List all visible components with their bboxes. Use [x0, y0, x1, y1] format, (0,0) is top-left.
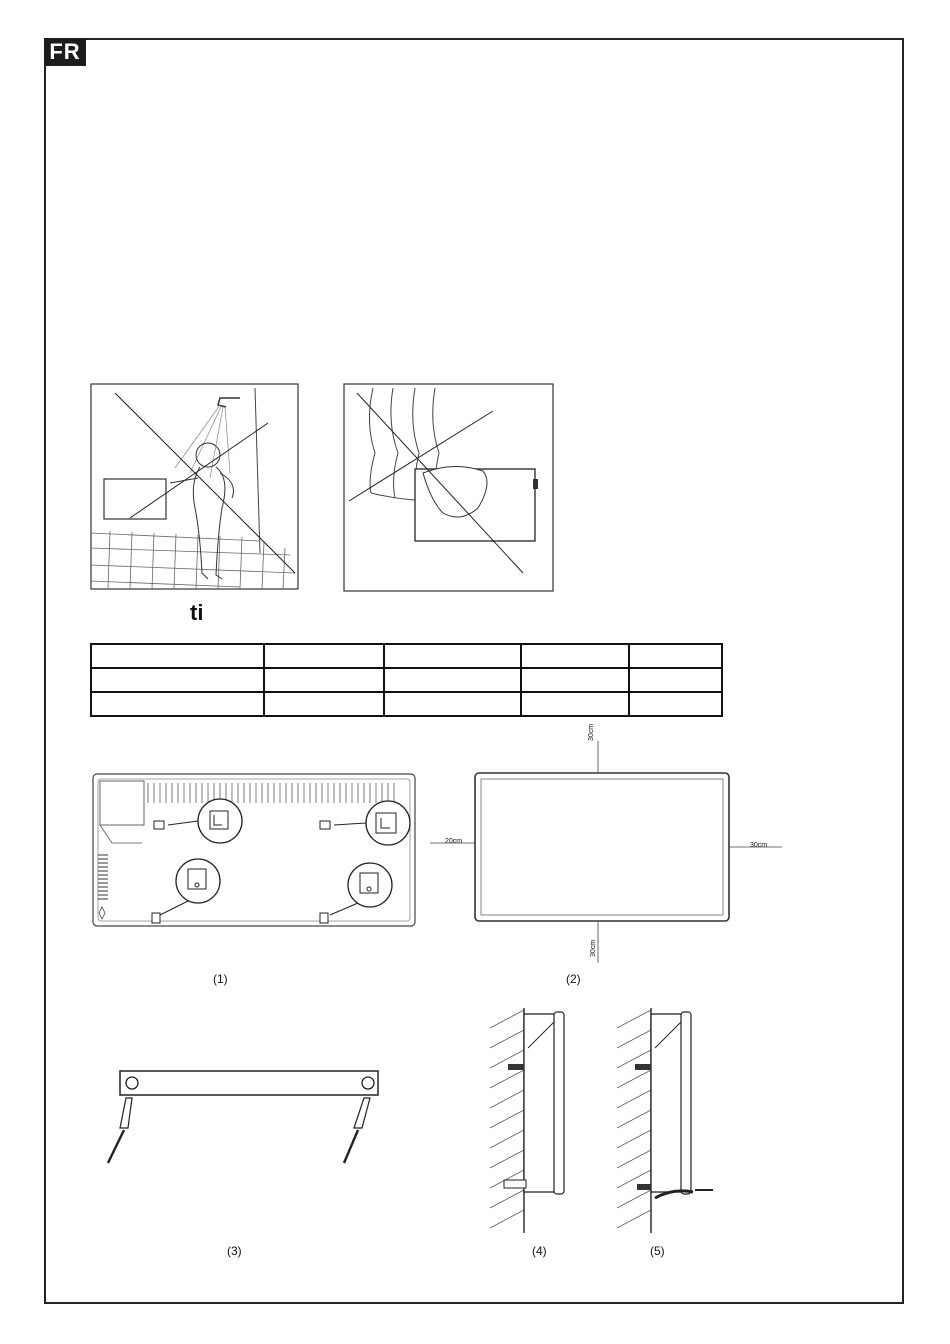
table-cell [384, 668, 521, 692]
table-cell [264, 692, 384, 716]
table-cell [629, 644, 722, 668]
spec-table [90, 643, 723, 717]
language-tag: FR [44, 38, 86, 66]
wall-mount-step5-figure [615, 1008, 720, 1233]
mounting-bar-figure [100, 1068, 385, 1168]
table-cell [384, 644, 521, 668]
table-cell [264, 668, 384, 692]
figure-caption-4: (4) [532, 1244, 547, 1258]
table-cell [629, 692, 722, 716]
figure-caption-5: (5) [650, 1244, 665, 1258]
clearance-right-label: 30cm [750, 842, 768, 849]
clearance-left-label: 20cm [445, 838, 463, 845]
table-cell [521, 692, 630, 716]
figure-caption-3: (3) [227, 1244, 242, 1258]
table-cell [264, 644, 384, 668]
table-cell [91, 692, 264, 716]
figure-caption-1: (1) [213, 972, 228, 986]
table-row [91, 692, 722, 716]
marker-text: ti [190, 600, 204, 625]
clearance-figure [430, 735, 790, 970]
heater-back-brackets-figure [92, 773, 418, 929]
table-cell [91, 668, 264, 692]
table-cell [384, 692, 521, 716]
table-row [91, 668, 722, 692]
table-cell [629, 668, 722, 692]
shower-prohibited-figure [90, 383, 300, 591]
table-cell [521, 644, 630, 668]
wall-mount-step4-figure [488, 1008, 573, 1233]
clearance-top-label: 30cm [588, 723, 595, 741]
table-cell [91, 644, 264, 668]
covered-heater-prohibited-figure [343, 383, 555, 593]
figure-caption-2: (2) [566, 972, 581, 986]
clearance-bottom-label: 30cm [590, 939, 597, 957]
table-row [91, 644, 722, 668]
table-cell [521, 668, 630, 692]
